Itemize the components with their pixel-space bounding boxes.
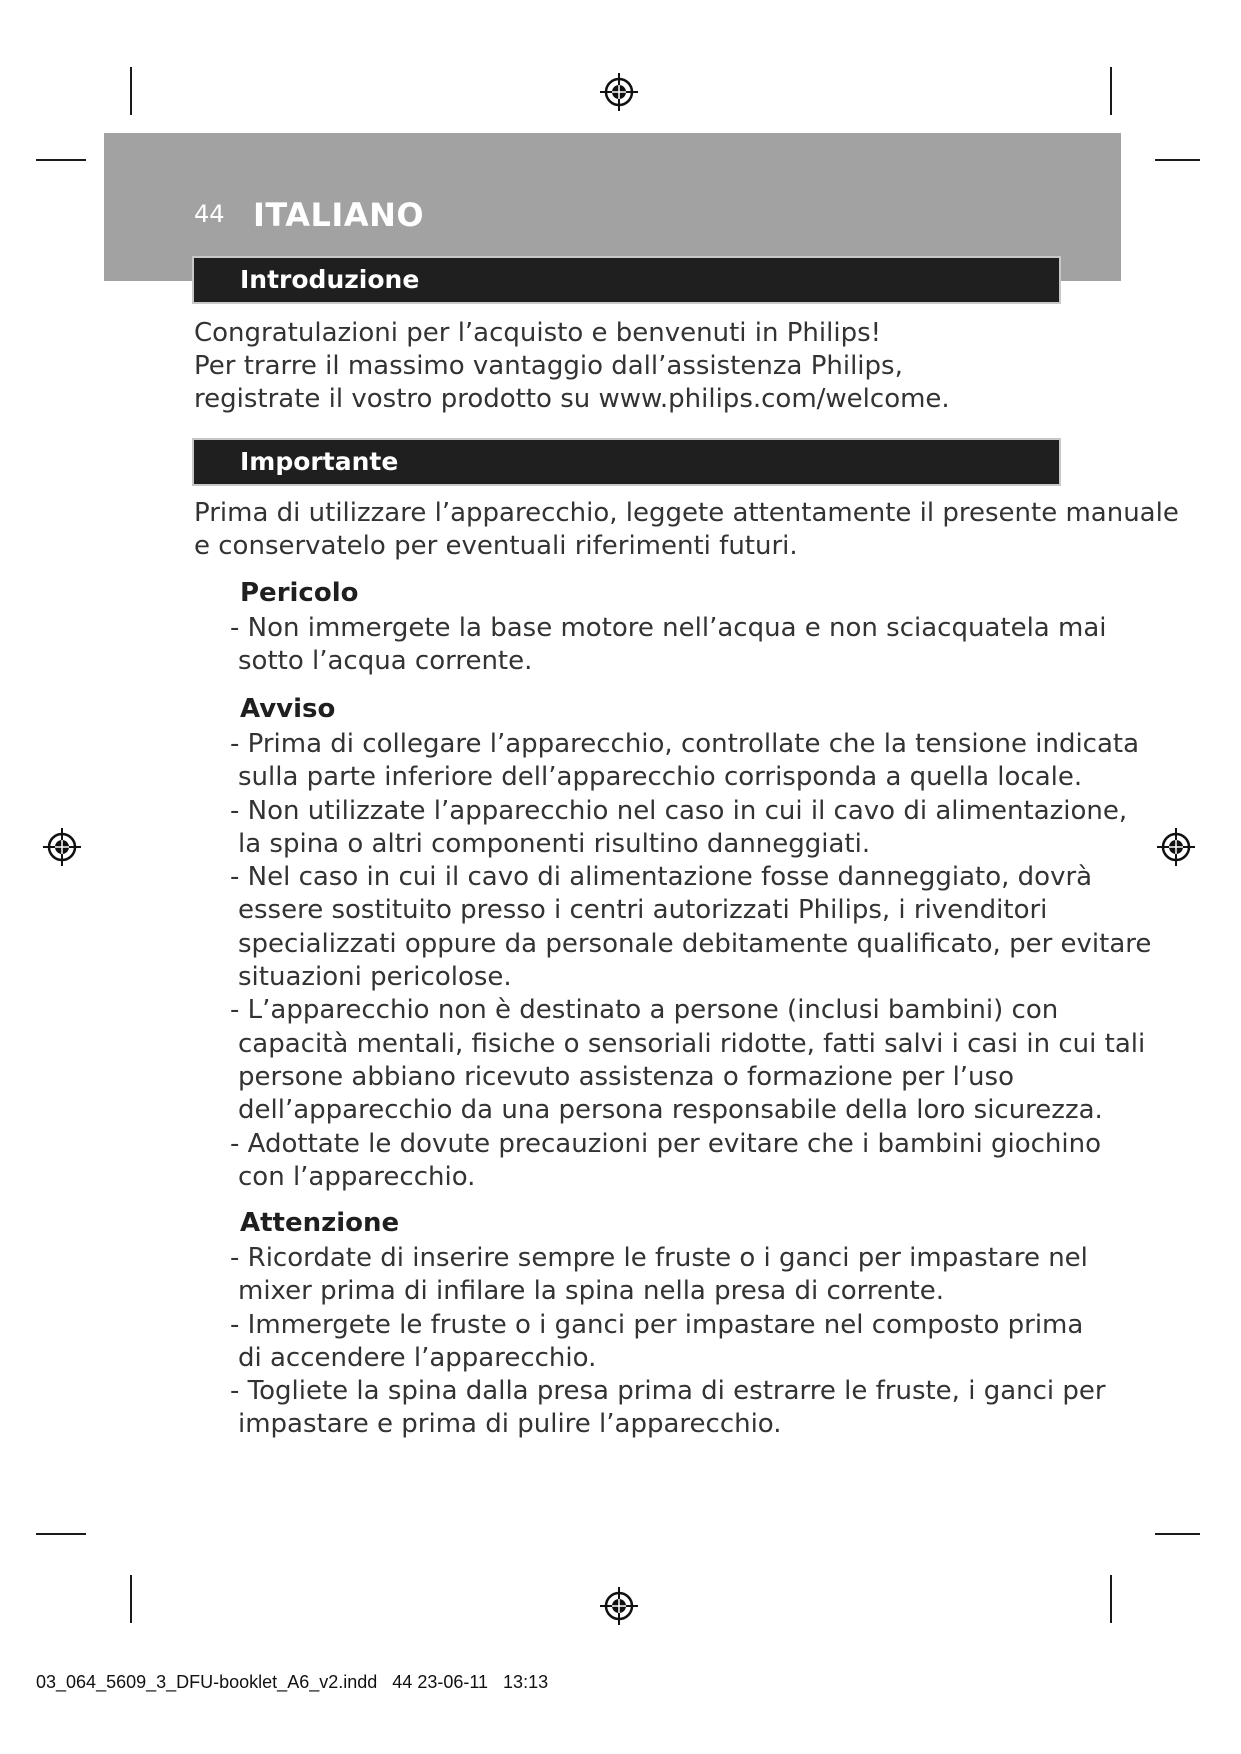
text-line: - L’apparecchio non è destinato a persone (inclusi bambini) con bbox=[230, 995, 1059, 1026]
crop-mark bbox=[130, 1575, 132, 1623]
text-line: mixer prima di infilare la spina nella presa di corrente. bbox=[238, 1276, 944, 1307]
text-line: Per trarre il massimo vantaggio dall’assistenza Philips, bbox=[194, 351, 903, 381]
crop-mark bbox=[36, 159, 86, 161]
slug-file: 03_064_5609_3_DFU-booklet_A6_v2.indd 44 bbox=[36, 1672, 413, 1692]
section-title: Importante bbox=[240, 447, 399, 476]
registration-mark-icon bbox=[1156, 827, 1196, 867]
intro-paragraph bbox=[194, 317, 1074, 416]
crop-mark bbox=[130, 67, 132, 115]
text-line: - Prima di collegare l’apparecchio, controllate che la tensione indicata bbox=[230, 729, 1140, 759]
text-line: dell’apparecchio da una persona responsabile della loro sicurezza. bbox=[238, 1095, 1103, 1126]
language-title: ITALIANO bbox=[253, 196, 425, 234]
list-item bbox=[210, 728, 1140, 795]
text-line: capacità mentali, fisiche o sensoriali ridotte, fatti salvi i casi in cui tali bbox=[238, 1028, 1146, 1059]
registration-mark-icon bbox=[599, 72, 639, 112]
print-slug bbox=[36, 1672, 548, 1693]
text-line: di accendere l’apparecchio. bbox=[238, 1342, 597, 1373]
list-item bbox=[210, 1375, 1106, 1442]
crop-mark bbox=[1110, 1575, 1112, 1623]
list-item bbox=[210, 861, 1152, 994]
text-line: e conservatelo per eventuali riferimenti futuri. bbox=[194, 531, 798, 561]
crop-mark bbox=[36, 1533, 86, 1535]
danger-list bbox=[210, 612, 1107, 679]
section-bar-intro bbox=[194, 258, 1059, 302]
registration-mark-icon bbox=[599, 1586, 639, 1626]
subheading-caution: Attenzione bbox=[240, 1208, 400, 1238]
text-line: situazioni pericolose. bbox=[238, 962, 512, 993]
caution-list bbox=[210, 1242, 1106, 1442]
list-item bbox=[210, 795, 1128, 862]
important-paragraph bbox=[194, 497, 1179, 563]
list-item bbox=[210, 1128, 1102, 1195]
crop-mark bbox=[1110, 67, 1112, 115]
subheading-danger: Pericolo bbox=[240, 578, 359, 608]
text-line: persone abbiano ricevuto assistenza o formazione per l’uso bbox=[238, 1061, 1014, 1092]
list-item bbox=[210, 1309, 1090, 1376]
text-line: - Immergete le fruste o i ganci per impastare nel composto prima bbox=[230, 1309, 1084, 1340]
text-line: Prima di utilizzare l’apparecchio, leggete attentamente il presente manuale bbox=[194, 498, 1179, 528]
slug-time: 13:13 bbox=[503, 1672, 549, 1692]
text-line: essere sostituito presso i centri autorizzati Philips, i rivenditori bbox=[238, 895, 1048, 926]
text-line: sotto l’acqua corrente. bbox=[238, 646, 533, 677]
text-line: Congratulazioni per l’acquisto e benvenuti in Philips! bbox=[194, 318, 882, 348]
text-line: - Adottate le dovute precauzioni per evitare che i bambini giochino bbox=[230, 1128, 1102, 1159]
registration-mark-icon bbox=[42, 827, 82, 867]
text-line: - Nel caso in cui il cavo di alimentazione fosse danneggiato, dovrà bbox=[230, 862, 1093, 893]
slug-date: 23-06-11 bbox=[417, 1672, 489, 1692]
crop-mark bbox=[1155, 1533, 1200, 1535]
text-line: - Ricordate di inserire sempre le fruste o i ganci per impastare nel bbox=[230, 1243, 1088, 1273]
text-line: - Non utilizzate l’apparecchio nel caso in cui il cavo di alimentazione, bbox=[230, 795, 1128, 826]
list-item bbox=[210, 612, 1107, 679]
list-item bbox=[210, 994, 1146, 1127]
text-line: - Togliete la spina dalla presa prima di estrarre le fruste, i ganci per bbox=[230, 1376, 1106, 1407]
subheading-warning: Avviso bbox=[240, 694, 336, 724]
text-line: con l’apparecchio. bbox=[238, 1161, 476, 1192]
text-line: specializzati oppure da personale debitamente qualificato, per evitare bbox=[238, 928, 1152, 959]
text-line: la spina o altri componenti risultino danneggiati. bbox=[238, 828, 871, 859]
page-number: 44 bbox=[194, 200, 225, 228]
section-bar-important bbox=[194, 440, 1059, 484]
text-line: sulla parte inferiore dell’apparecchio corrisponda a quella locale. bbox=[238, 762, 1083, 793]
warning-list bbox=[210, 728, 1152, 1194]
section-title: Introduzione bbox=[240, 265, 420, 294]
text-line: impastare e prima di pulire l’apparecchio. bbox=[238, 1409, 782, 1440]
list-item bbox=[210, 1242, 1090, 1309]
crop-mark bbox=[1155, 159, 1200, 161]
text-line: registrate il vostro prodotto su www.philips.com/welcome. bbox=[194, 384, 950, 414]
text-line: - Non immergete la base motore nell’acqua e non sciacquatela mai bbox=[230, 613, 1107, 643]
